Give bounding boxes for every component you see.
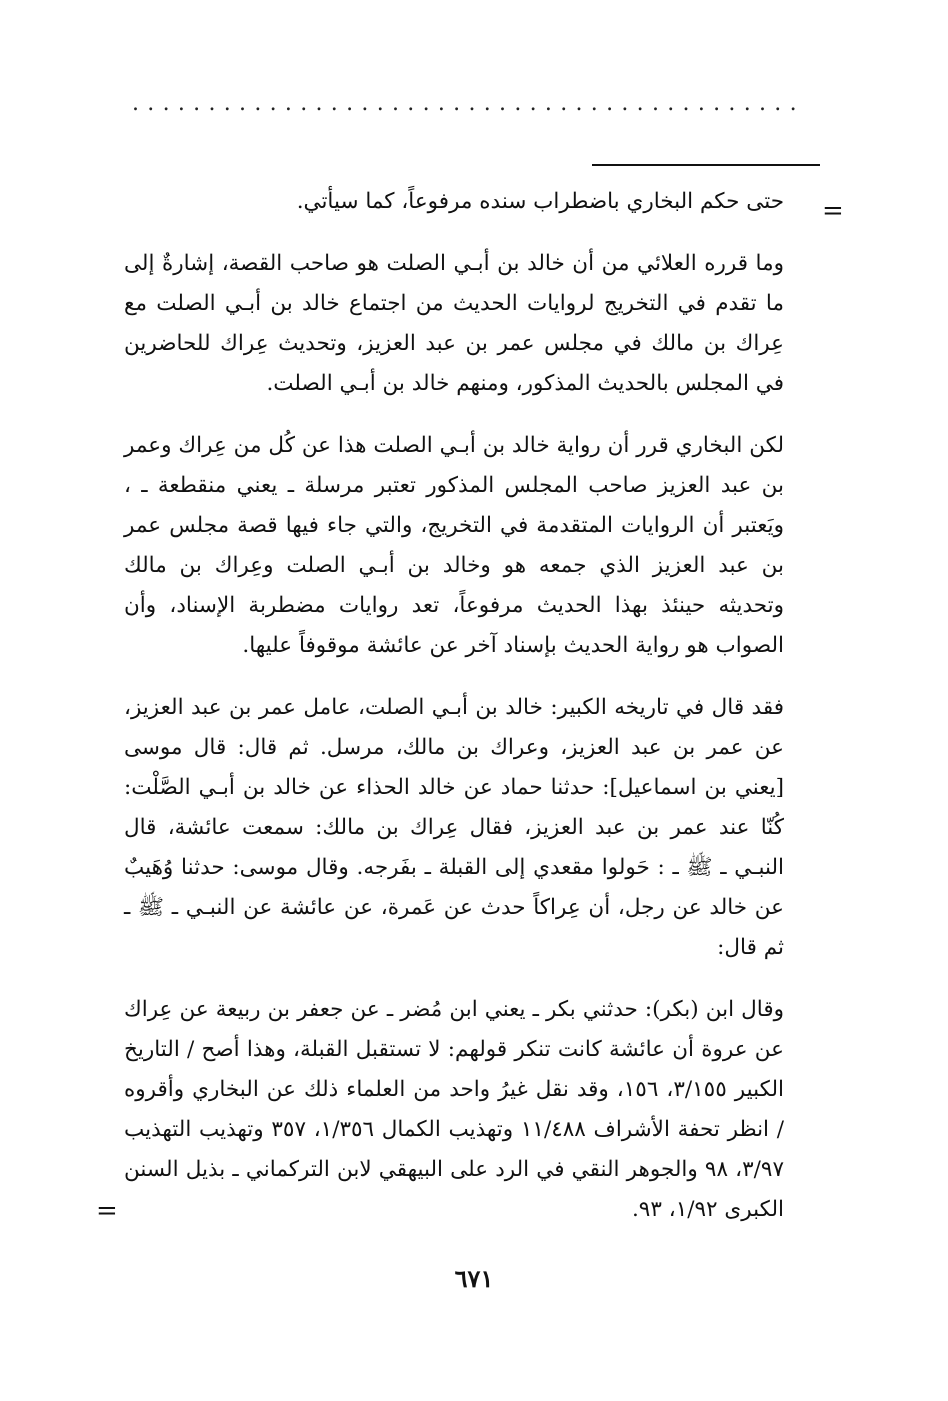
footnote-text [124,182,784,1230]
top-dotted-separator: ............................................ [132,92,805,116]
paragraph-3: لكن البخاري قرر أن رواية خالد بن أبـي الصلت هذا عن كُل من عِراك وعمر بن عبد العزيز صاحب المجلس المذكور تعتبر مرسلة ـ يعني منقطعة ـ ، ويَعتبر أن الروايات المتقدمة في التخريج، والتي جاء فيها قصة مجلس عمر بن عبد العزيز الذي جمعه هو وخالد بن أبـي الصلت وعِراك بن مالك وتحديثه حينئذ بهذا الحديث مرفوعاً، تعد روايات مضطربة الإسناد، وأن الصواب هو رواية الحديث بإسناد آخر عن عائشة موقوفاً عليها. [124,433,784,658]
paragraph-2: وما قرره العلائي من أن خالد بن أبـي الصلت هو صاحب القصة، إشارةٌ إلى ما تقدم في التخريج لروايات الحديث من اجتماع خالد بن أبـي الصلت مع عِراك بن مالك في مجلس عمر بن عبد العزيز، وتحديث عِراك للحاضرين في المجلس بالحديث المذكور، ومنهم خالد بن أبـي الصلت. [124,251,784,396]
paragraph-4: فقد قال في تاريخه الكبير: خالد بن أبـي الصلت، عامل عمر بن عبد العزيز، عن عمر بن عبد العزيز، وعراك بن مالك، مرسل. ثم قال: قال موسى [يعني بن اسماعيل]: حدثنا حماد عن خالد الحذاء عن خالد بن أبـي الصَّلْت: كُنّا عند عمر بن عبد العزيز، فقال عِراك بن مالك: سمعت عائشة، قال النبـي ـ ﷺ ـ : حَولوا مقعدي إلى القبلة ـ بفَرجه. وقال موسى: حدثنا وُهَيبٌ عن خالد عن رجل، أن عِراكاً حدث عن عَمرة، عن عائشة عن النبـي ـ ﷺ ـ ثم قال: [124,695,784,960]
paragraph-1: حتى حكم البخاري باضطراب سنده مرفوعاً، كما سيأتي. [296,189,784,214]
continuation-mark-top: = [822,196,844,226]
footnote-rule [592,164,820,166]
paragraph-5: وقال ابن (بكر): حدثني بكر ـ يعني ابن مُضر ـ عن جعفر بن ربيعة عن عِراك عن عروة أن عائشة كانت تنكر قولهم: لا تستقبل القبلة، وهذا أصح / التاريخ الكبير ٣/١٥٥، ١٥٦، وقد نقل غيرُ واحد من العلماء ذلك عن البخاري وأقروه / انظر تحفة الأشراف ١١/٤٨٨ وتهذيب الكمال ١/٣٥٦، ٣٥٧ وتهذيب التهذيب ٣/٩٧، ٩٨ والجوهر النقي في الرد على البيهقي لابن التركماني ـ بذيل السنن الكبرى ١/٩٢، ٩٣. [124,997,784,1222]
page-number: ٦٧١ [454,1264,494,1293]
continuation-mark-bottom: = [96,1196,118,1226]
